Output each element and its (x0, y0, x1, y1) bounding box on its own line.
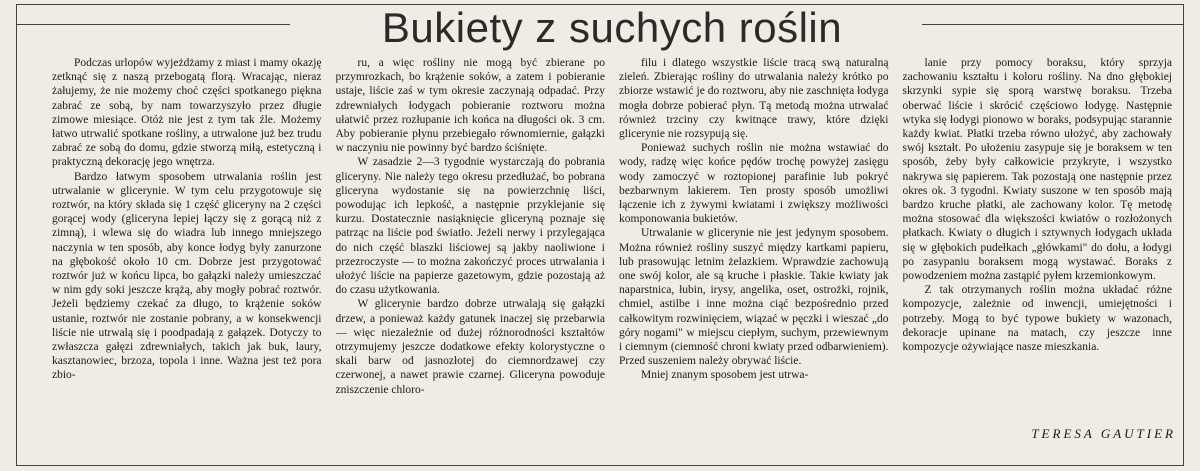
paragraph: Mniej znanym sposobem jest utrwa- (641, 369, 809, 382)
title-rule-right (922, 24, 1184, 25)
article-title: Bukiety z suchych roślin (381, 4, 843, 51)
column-2 (336, 56, 606, 456)
paragraph: lanie przy pomocy boraksu, który sprzyja zachowaniu kształtu i koloru rośliny. Na dno głębokiej skrzynki sypie się sporą warstwę boraksu. Trzeba oberwać liście i skrócić częściowo łodygę. Następnie wtyka się łodygi pionowo w boraks, podsypując starannie każdy kwiat. Płatki trzeba równo ułożyć, aby zachowały swój kształt. Po ułożeniu zasypuje się je boraksem w ten sposób, żeby były całkowicie przykryte, i wszystko nakrywa się papierem. Tak pozostają one następnie przez okres ok. 3 tygodni. Kwiaty suszone w ten sposób mają bardzo kruche płatki, ale zachowany kolor. Tę metodę można stosować dla większości kwiatów o rozłożonych płatkach. Kwiaty o długich i sztywnych łodygach układa się w głębokich pudełkach „główkami" do dołu, a łodygi po zasypaniu boraksem mogą wystawać. Boraks z powodzeniem można zastąpić pyłem krzemionkowym. (902, 57, 1172, 283)
paragraph: filu i dlatego wszystkie liście tracą swą naturalną zieleń. Zbierając rośliny do utrwalania należy krótko po zbiorze wstawić je do roztworu, aby nie zaschnięta łodyga mogła dobrze pobierać płyn. Tą metodą można utrwalać również trzciny czy kwitnące trawy, które dzięki glicerynie nie rozsypują się. (619, 57, 889, 141)
column-3 (619, 56, 889, 456)
column-1 (52, 56, 322, 456)
author-signature: TERESA GAUTIER (1031, 426, 1176, 441)
title-rule-left (16, 24, 290, 25)
paragraph: W zasadzie 2—3 tygodnie wystarczają do pobrania gliceryny. Nie należy tego okresu przedłużać, bo pobrana gliceryna wydostanie się na powierzchnię liści, powodując ich lepkość, a następnie przyklejanie się kurzu. Dostatecznie nasiąknięcie gliceryną poznaje się patrząc na liście pod światło. Jeżeli nerwy i przylegająca do nich część blaszki liściowej są jakby naoliwione i przezroczyste — to można zakończyć proces utrwalania i ułożyć liście na papierze gazetowym, gdzie pozostają aż do czasu użytkowania. (335, 156, 605, 297)
column-4 (903, 56, 1173, 456)
paragraph: W glicerynie bardzo dobrze utrwalają się gałązki drzew, a ponieważ każdy gatunek inaczej się przebarwia — więc niezależnie od dużej różnorodności kształtów otrzymujemy jeszcze dodatkowe efekty kolorystyczne o skali barw od jasnozłotej do ciemnordzawej czy czerwonej, a nawet prawie czarnej. Gliceryna powoduje zniszczenie chloro- (335, 298, 605, 396)
paragraph: Podczas urlopów wyjeżdżamy z miast i mamy okazję zetknąć się z naszą przebogatą florą. Wracając, nieraz żałujemy, że nie możemy choć części spotkanego piękna zabrać ze sobą, by nam towarzyszyło przez długie zimowe miesiące. Otóż nie jest z tym tak źle. Możemy łatwo utrwalić spotkane rośliny, a utrwalone już bez trudu zabrać ze sobą do domu, gdzie stworzą miłą, estetyczną i praktyczną dekorację jego wnętrza. (52, 57, 322, 169)
paragraph: ru, a więc rośliny nie mogą być zbierane po przymrozkach, bo krążenie soków, a zatem i pobieranie ustaje, liście zaś w tym okresie zaczynają odpadać. Przy zdrewniałych łodygach pobieranie roztworu można ułatwić przez rozłupanie ich końca na długości ok. 3 cm. Aby pobieranie płynu przebiegało równomiernie, gałązki w naczyniu nie powinny być bardzo ściśnięte. (335, 57, 605, 155)
title-row (16, 4, 1184, 51)
paragraph: Ponieważ suchych roślin nie można wstawiać do wody, radzę więc końce pędów trochę powyżej zasięgu wody zamoczyć w roztopionej parafinie lub pokryć bezbarwnym lakierem. Ten prosty sposób umożliwi łączenie ich z żywymi kwiatami i zwiększy możliwości komponowania bukietów. (619, 142, 889, 226)
paragraph: Z tak otrzymanych roślin można układać różne kompozycje, zależnie od inwencji, umiejętności i potrzeby. Mogą to być typowe bukiety w wazonach, dekoracje upinane na matach, czy jeszcze inne kompozycje ożywiające nasze mieszkania. (902, 284, 1172, 354)
paragraph: Bardzo łatwym sposobem utrwalania roślin jest utrwalanie w glicerynie. W tym celu przygotowuje się roztwór, na który składa się 1 część gliceryny na 2 części gorącej wody (gliceryna lepiej łączy się z gorącą niż z zimną), i wlewa się do wiadra lub innego mniejszego naczynia w ten sposób, aby konce łodyg były zanurzone na głębokość około 10 cm. Dobrze jest przygotować roztwór już w końcu lipca, bo gałązki należy umieszczać w nim gdy soki jeszcze krążą, aby mogły pobrać roztwór. Jeżeli będziemy czekać za długo, to krążenie soków ustanie, roztwór nie zostanie pobrany, a w konsekwencji liście nie utrwalą się i poodpadają z gałązek. Dotyczy to zwłaszcza gałęzi zdrewniałych, takich jak buk, laury, kasztanowiec, brzoza, topola i inne. Ważna jest też pora zbio- (52, 170, 322, 382)
paragraph: Utrwalanie w glicerynie nie jest jedynym sposobem. Można również rośliny suszyć między kartkami papieru, lub prasowując letnim żelazkiem. Wprawdzie zachowują one swój kolor, ale są kruche i płaskie. Takie kwiaty jak naparstnica, łubin, irysy, angelika, oset, ostrożki, rojnik, chmiel, astilbe i inne można ciąć bezpośrednio przed całkowitym rozwinięciem, wiązać w pęczki i wieszać „do góry nogami" w miejscu ciepłym, suchym, przewiewnym i ciemnym (ciemność chroni kwiaty przed odbarwieniem). Przed suszeniem należy obrywać liście. (619, 227, 889, 368)
article-body (52, 56, 1172, 456)
